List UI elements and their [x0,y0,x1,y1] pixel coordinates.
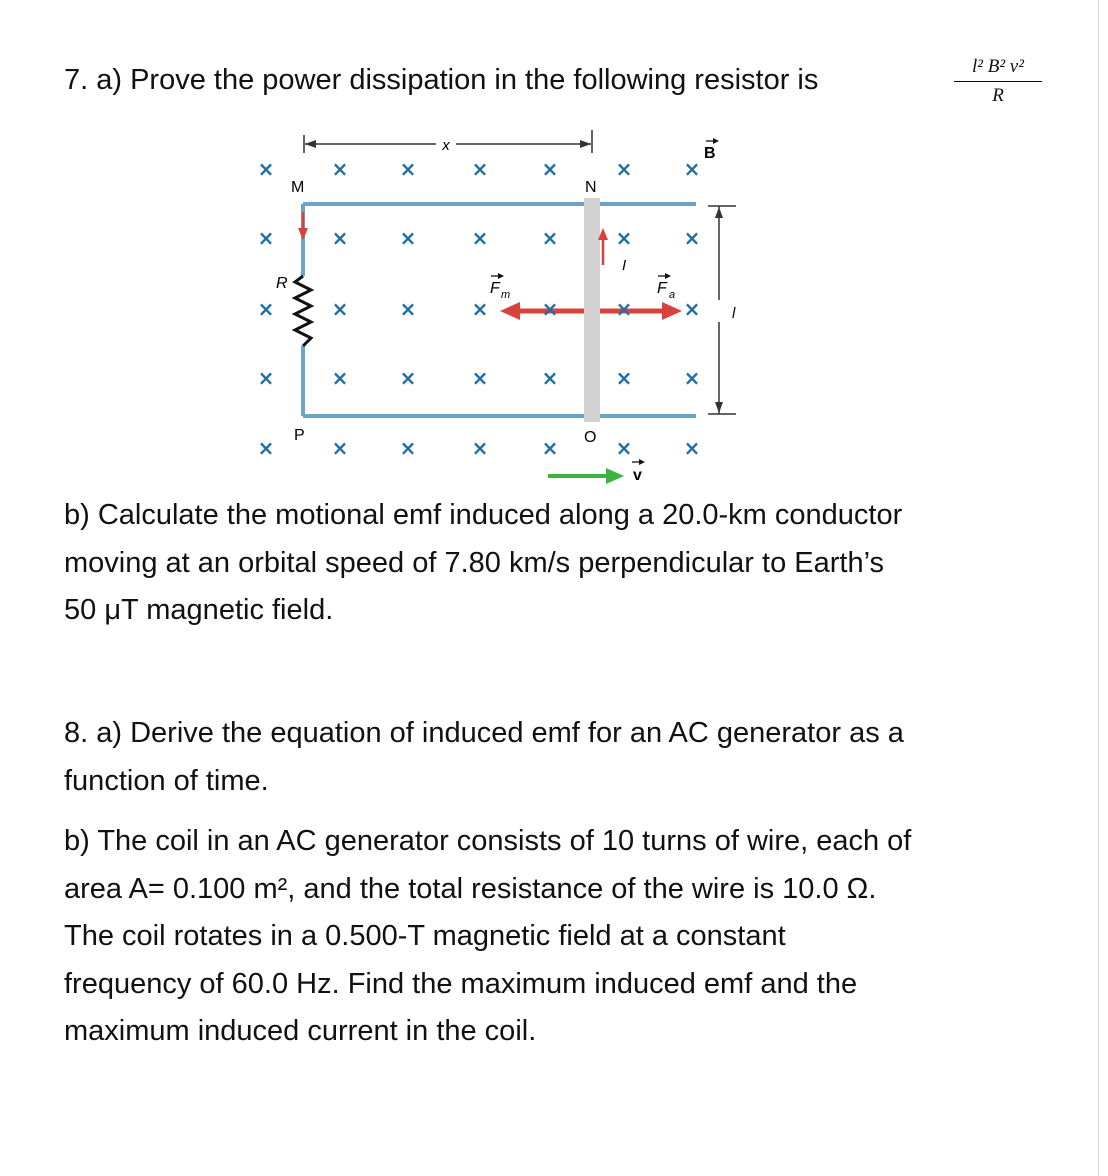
q8b-line: The coil rotates in a 0.500-T magnetic field at a constant [64,920,786,952]
field-into-page-mark: × [615,366,633,390]
field-into-page-mark: × [683,366,701,390]
q8b-line: area A= 0.100 m², and the total resistance of the wire is 10.0 Ω. [64,872,877,905]
field-into-page-mark: × [615,436,633,460]
field-into-page-mark: × [683,297,701,321]
fa-label [657,273,675,301]
field-into-page-mark: × [615,297,633,321]
point-p-label: P [294,427,305,444]
field-into-page-mark: × [399,366,417,390]
field-into-page-mark: × [471,436,489,460]
question-8a-text [64,710,1074,805]
q7b-line: b) Calculate the motional emf induced along a 20.0-km conductor [64,499,903,531]
field-into-page-mark: × [399,226,417,250]
question-7a-text: 7. a) Prove the power dissipation in the following resistor is [64,64,819,96]
field-into-page-mark: × [331,157,349,181]
resistor-symbol [295,276,311,346]
q7b-line: 50 μT magnetic field. [64,594,334,626]
formula-denominator: R [992,85,1004,106]
field-into-page-mark: × [331,366,349,390]
field-into-page-mark: × [257,436,275,460]
q7b-line: moving at an orbital speed of 7.80 km/s perpendicular to Earth’s [64,546,884,579]
x-dimension [304,130,592,154]
b-field-label [704,138,719,162]
field-into-page-mark: × [331,226,349,250]
q8b-line: maximum induced current in the coil. [64,1015,537,1047]
field-into-page-mark: × [471,157,489,181]
field-into-page-mark: × [331,297,349,321]
v-label [632,459,645,484]
field-into-page-mark: × [541,366,559,390]
point-n-label: N [585,179,597,196]
svg-text:m: m [501,289,511,301]
current-arrow-left [298,212,308,240]
svg-text:F: F [490,280,500,297]
field-into-page-mark: × [331,436,349,460]
field-into-page-mark: × [399,157,417,181]
field-into-page-mark: × [541,436,559,460]
point-o-label: O [584,429,597,446]
field-into-page-mark: × [471,297,489,321]
current-label: I [622,257,627,274]
formula-numerator: l² B² v² [972,56,1024,77]
fm-label [490,273,510,301]
svg-text:a: a [669,289,676,301]
question-8b-text [64,818,1074,1056]
field-into-page-mark: × [615,226,633,250]
field-into-page-mark: × [615,157,633,181]
x-label: x [442,137,450,154]
field-into-page-mark: × [471,226,489,250]
field-into-page-mark: × [541,226,559,250]
field-into-page-mark: × [471,366,489,390]
q8a-line: function of time. [64,764,269,797]
velocity-arrow [548,468,624,484]
svg-text:v: v [633,467,642,484]
resistor-label: R [276,275,288,292]
q8b-line: b) The coil in an AC generator consists of 10 turns of wire, each of [64,825,912,857]
field-into-page-mark: × [541,297,559,321]
field-into-page-mark: × [683,436,701,460]
field-into-page-mark: × [257,157,275,181]
q8b-line: frequency of 60.0 Hz. Find the maximum induced emf and the [64,967,858,1000]
q8a-line: 8. a) Derive the equation of induced emf for an AC generator as a [64,717,904,749]
field-into-page-mark: × [257,226,275,250]
field-into-page-mark: × [683,157,701,181]
l-dimension [708,206,736,414]
field-into-page-mark: × [257,297,275,321]
question-7b-text [64,492,1064,635]
svg-text:F: F [657,280,667,297]
field-into-page-mark: × [541,157,559,181]
field-into-page-mark: × [257,366,275,390]
point-m-label: M [291,179,305,196]
svg-text:B: B [704,145,716,162]
l-label: l [732,305,736,322]
applied-force-arrow [600,302,682,320]
field-into-page-mark: × [399,436,417,460]
field-into-page-mark: × [683,226,701,250]
field-into-page-mark: × [399,297,417,321]
sliding-bar [584,198,600,422]
